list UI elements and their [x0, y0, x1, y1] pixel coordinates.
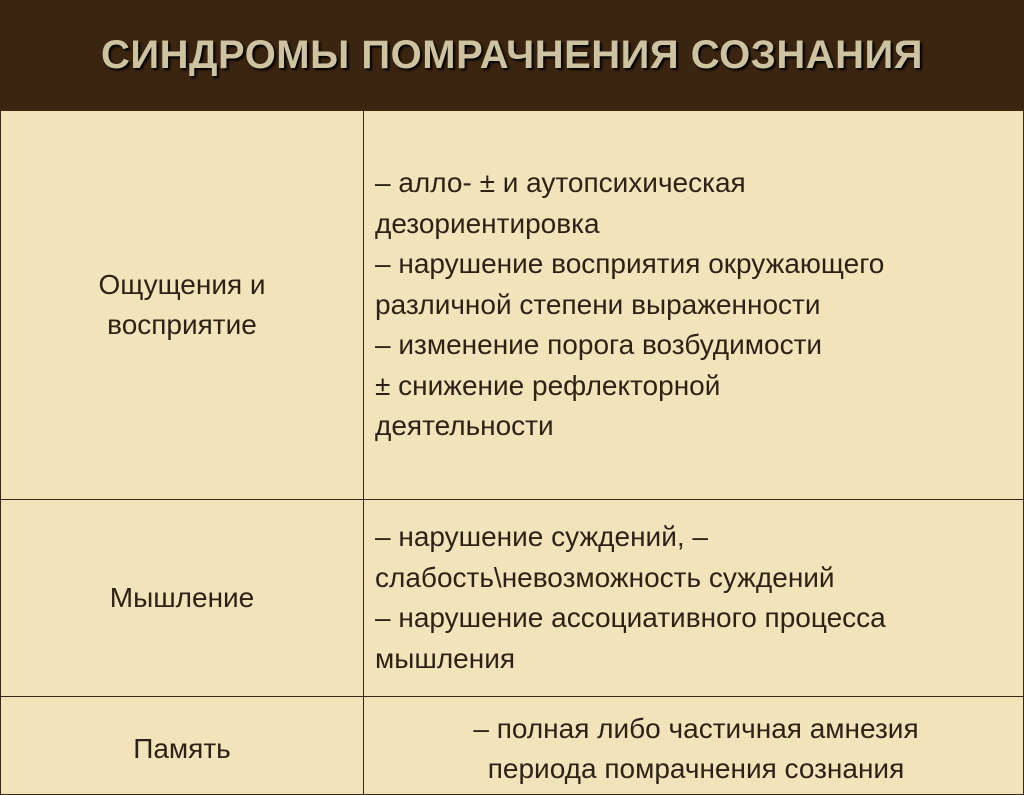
row-label-cell: [1, 500, 364, 697]
description-line: слабость\невозможность суждений: [375, 561, 835, 593]
description-line: периода помрачнения сознания: [487, 753, 905, 784]
row-label: Ощущения и: [98, 269, 266, 300]
syndromes-table: [0, 110, 1024, 795]
slide-title: СИНДРОМЫ ПОМРАЧНЕНИЯ СОЗНАНИЯ: [101, 32, 923, 77]
description-line: деятельности: [375, 410, 554, 442]
description-line: мышления: [375, 642, 516, 674]
description-line: – изменение порога возбудимости: [375, 329, 823, 361]
description-line: – нарушение суждений, –: [375, 521, 708, 552]
row-description-cell: [364, 500, 1024, 697]
table-row: [1, 111, 1024, 500]
description-line: – алло- ± и аутопсихическая: [375, 167, 746, 199]
row-label: восприятие: [107, 309, 257, 340]
table-row: [1, 697, 1024, 795]
row-label: Мышление: [109, 582, 255, 613]
description-line: – нарушение восприятия окружающего: [375, 248, 885, 280]
row-description-cell: [364, 111, 1024, 500]
table-row: [1, 500, 1024, 697]
row-description-cell: [364, 697, 1024, 795]
title-bar: [0, 0, 1024, 110]
description-line: различной степени выраженности: [375, 288, 821, 320]
description-line: ± снижение рефлекторной: [375, 369, 721, 401]
description-line: – нарушение ассоциативного процесса: [375, 602, 886, 633]
row-label: Память: [133, 733, 231, 764]
description-line: дезориентировка: [375, 207, 600, 239]
row-label-cell: [1, 697, 364, 795]
description-line: – полная либо частичная амнезия: [473, 712, 919, 744]
row-label-cell: [1, 111, 364, 500]
